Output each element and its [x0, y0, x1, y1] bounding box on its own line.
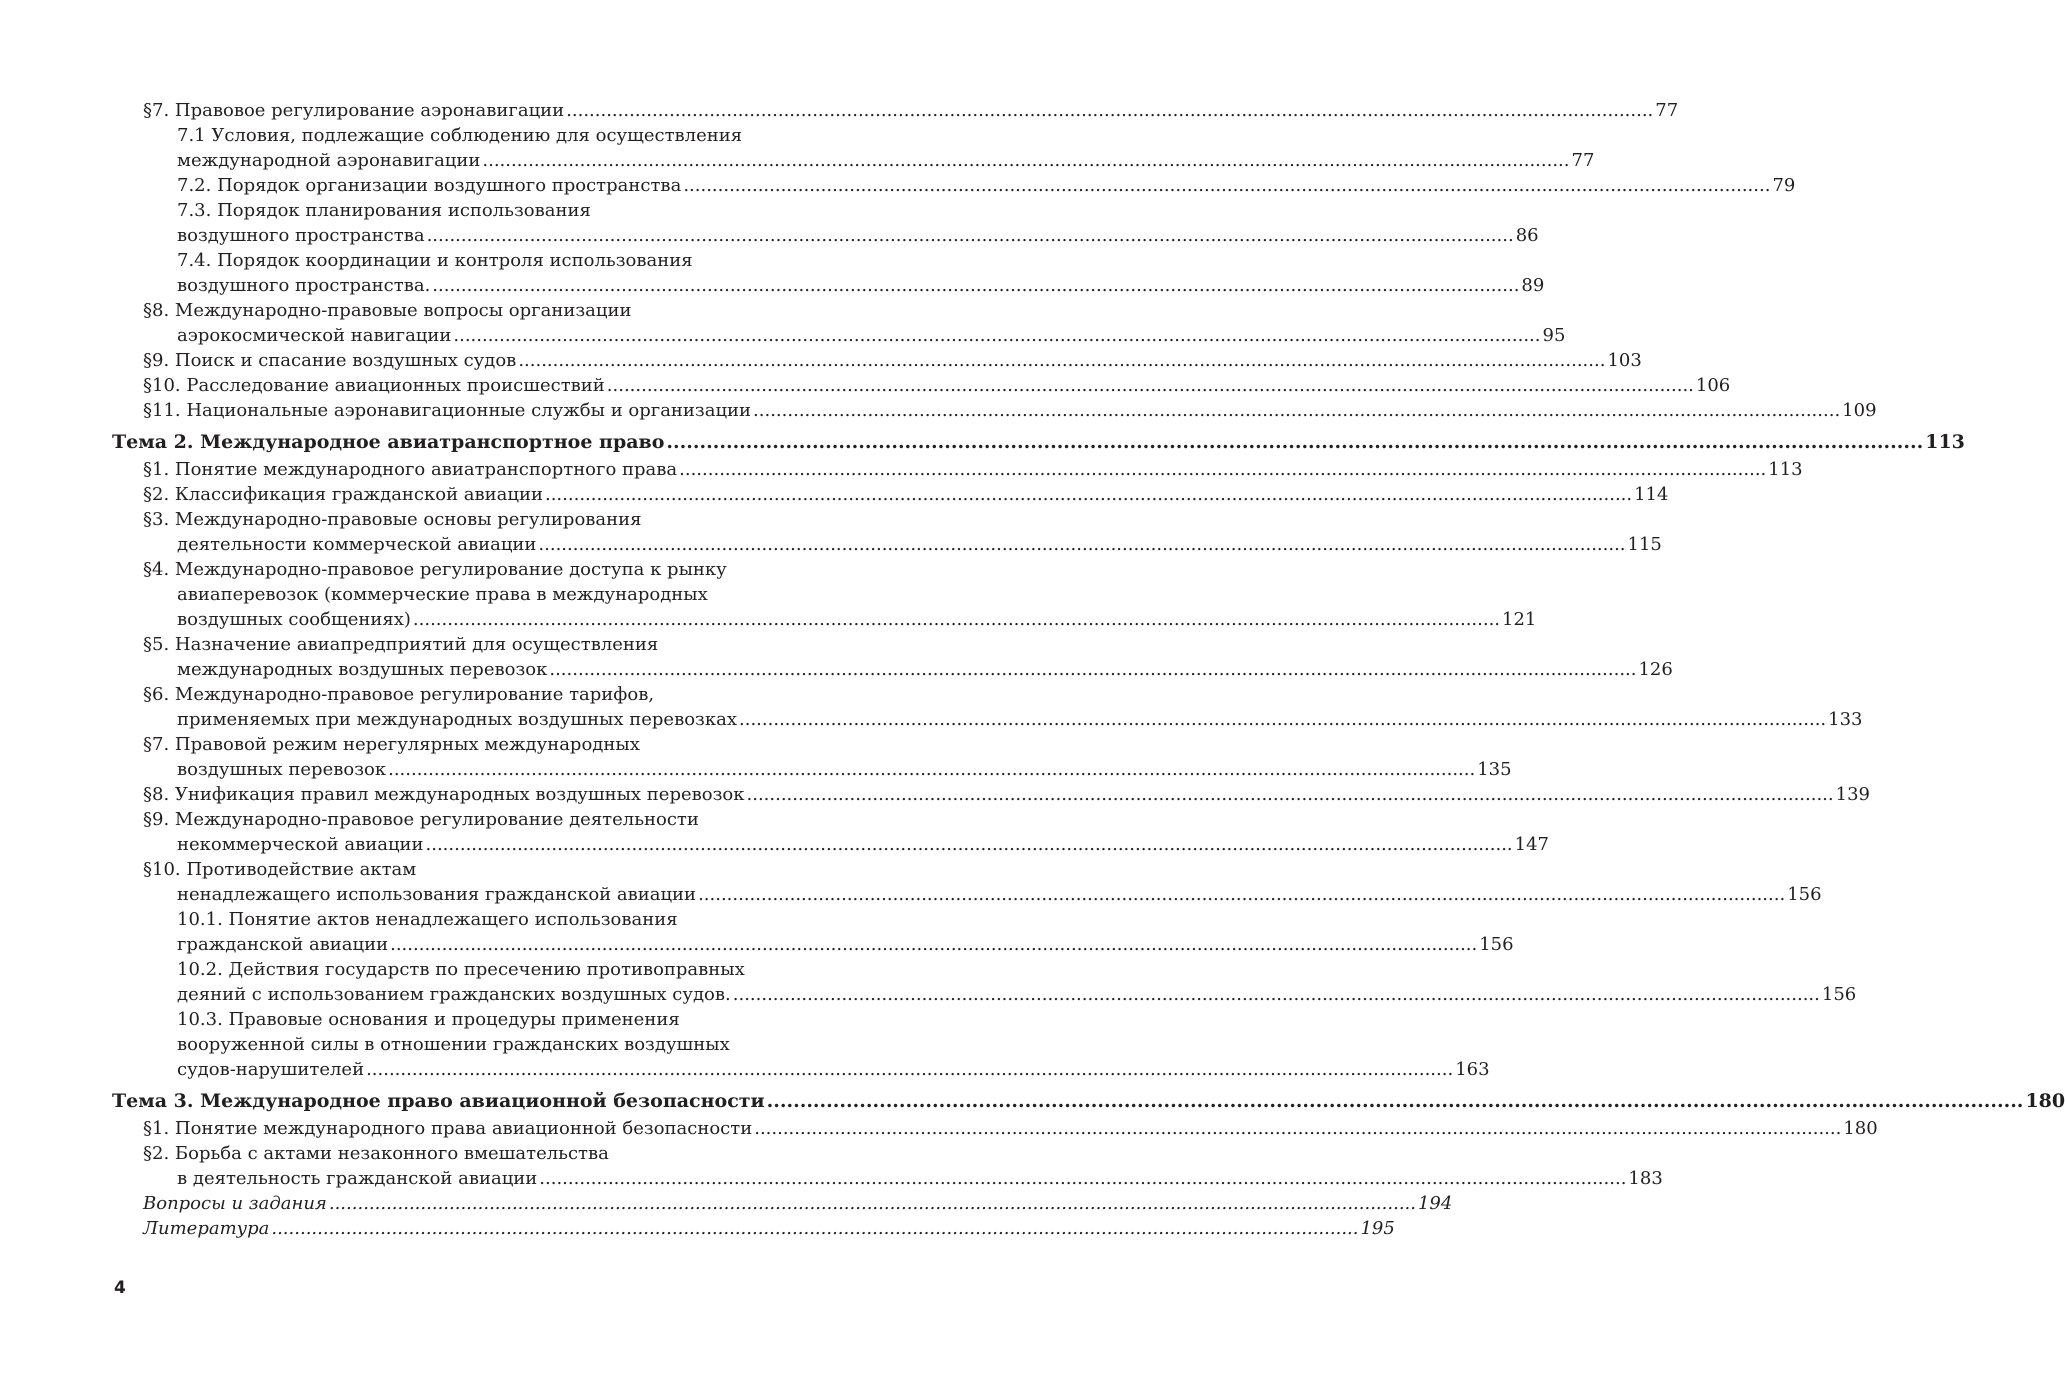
toc-entry-row: [177, 273, 1545, 298]
toc-entry-text: §10. Противодействие актам: [143, 859, 417, 880]
toc-entry: [112, 373, 1731, 398]
toc-page-number: 156: [1479, 934, 1514, 955]
toc-entry: [112, 1216, 1395, 1241]
dot-leader: [329, 1193, 1416, 1214]
toc-page-number: 106: [1695, 375, 1731, 396]
toc-entry-text: ненадлежащего использования гражданской авиации: [177, 884, 697, 905]
dot-leader: [427, 225, 1514, 246]
toc-entry-text: 7.3. Порядок планирования использования: [177, 200, 591, 221]
toc-entry-text: Литература: [143, 1218, 270, 1239]
toc-entry-text: §7. Правовой режим нерегулярных международных: [143, 734, 640, 755]
toc-entry-row: [177, 173, 1796, 198]
toc-page-number: 89: [1521, 275, 1545, 296]
toc-entry-text: §2. Классификация гражданской авиации: [143, 484, 543, 505]
toc-page-number: 109: [1842, 400, 1877, 421]
toc-entry-row: [143, 482, 1669, 507]
toc-page-number: 103: [1607, 350, 1642, 371]
toc-entry-row: [177, 982, 1857, 1007]
toc-page-number: 183: [1628, 1168, 1663, 1189]
toc-entry: [112, 807, 1549, 857]
toc-entry-text: аэрокосмической навигации: [177, 325, 452, 346]
toc-entry-row: [143, 373, 1731, 398]
dot-leader: [426, 834, 1513, 855]
toc-entry-text: §2. Борьба с актами незаконного вмешательства: [143, 1143, 609, 1164]
toc-page-number: 113: [1925, 431, 1965, 453]
dot-leader: [538, 534, 1625, 555]
toc-entry-row: [143, 757, 1512, 782]
toc-entry-text: §8. Унификация правил международных воздушных перевозок: [143, 784, 745, 805]
dot-leader: [754, 1118, 1841, 1139]
toc-entry-row: [143, 348, 1642, 373]
toc-entry-text: деятельности коммерческой авиации: [177, 534, 537, 555]
toc-entry-row: [143, 323, 1566, 348]
dot-leader: [739, 709, 1826, 730]
toc-entry-text: Вопросы и задания: [143, 1193, 327, 1214]
toc-page-number: 139: [1835, 784, 1870, 805]
dot-leader: [453, 325, 1540, 346]
dot-leader: [733, 984, 1820, 1005]
toc-entry-row: [143, 1191, 1453, 1216]
dot-leader: [545, 484, 1632, 505]
toc-page-number: 86: [1515, 225, 1539, 246]
toc-entry: [112, 348, 1642, 373]
toc-entry-text: международной аэронавигации: [177, 150, 481, 171]
toc-entry-row: [177, 1057, 1490, 1082]
toc-entry-text: применяемых при международных воздушных перевозках: [177, 709, 738, 730]
dot-leader: [366, 1059, 1453, 1080]
dot-leader: [666, 431, 1923, 453]
toc-entry-row: [143, 532, 1662, 557]
toc-entry-text: §7. Правовое регулирование аэронавигации: [143, 100, 565, 121]
toc-entry-text: в деятельность гражданской авиации: [177, 1168, 538, 1189]
toc-entry: [112, 1116, 1878, 1141]
toc-entry-row: [143, 457, 1803, 482]
dot-leader: [518, 350, 1605, 371]
toc-entry-text: 10.3. Правовые основания и процедуры применения: [177, 1009, 680, 1030]
toc-topic-heading: [112, 1086, 2065, 1116]
toc-entry-row: [143, 398, 1877, 423]
toc-entry: [112, 732, 1512, 782]
toc-entry-row: [143, 1166, 1663, 1191]
toc-page-number: 113: [1768, 459, 1803, 480]
toc-entry-text: некоммерческой авиации: [177, 834, 424, 855]
toc-entry: [112, 632, 1673, 682]
toc-entry-text: §6. Международно-правовое регулирование тарифов,: [143, 684, 655, 705]
toc-entry-row: [143, 98, 1679, 123]
toc-entry-text: §10. Расследование авиационных происшествий: [143, 375, 605, 396]
toc-entry-row: [177, 223, 1539, 248]
toc-page-number: 126: [1638, 659, 1673, 680]
toc-entry: [112, 173, 1796, 198]
toc-entry-text: 10.2. Действия государств по пресечению противоправных: [177, 959, 745, 980]
toc-page-number: 147: [1514, 834, 1549, 855]
toc-entry: [112, 557, 1537, 632]
toc-page-number: 156: [1787, 884, 1822, 905]
toc-entry-text: деяний с использованием гражданских воздушных судов.: [177, 984, 731, 1005]
toc-entry-text: авиаперевозок (коммерческие права в международных: [177, 584, 708, 605]
dot-leader: [747, 784, 1834, 805]
toc-entry-text: 7.2. Порядок организации воздушного пространства: [177, 175, 682, 196]
toc-entry-text: 7.1 Условия, подлежащие соблюдению для осуществления: [177, 125, 743, 146]
toc-entry: [112, 857, 1822, 907]
toc-entry: [112, 1007, 1490, 1082]
toc-entry-text: воздушных сообщениях): [177, 609, 411, 630]
toc-entry: [112, 398, 1877, 423]
page-number: 4: [114, 1278, 126, 1298]
toc-entry-row: [143, 1216, 1395, 1241]
toc-entry-text: Тема 3. Международное право авиационной безопасности: [112, 1090, 765, 1112]
toc-entry-text: гражданской авиации: [177, 934, 389, 955]
toc-entry: [112, 907, 1514, 957]
toc-page-number: 79: [1772, 175, 1796, 196]
toc-entry-row: [112, 1086, 2065, 1116]
toc-entry-text: 10.1. Понятие актов ненадлежащего использования: [177, 909, 678, 930]
toc-entry-text: §1. Понятие международного права авиационной безопасности: [143, 1118, 753, 1139]
dot-leader: [753, 400, 1840, 421]
toc-entry-row: [177, 932, 1514, 957]
toc-entry-row: [143, 607, 1537, 632]
dot-leader: [413, 609, 1500, 630]
toc-page-number: 115: [1627, 534, 1662, 555]
toc-entry-row: [143, 832, 1549, 857]
toc-page-number: 95: [1542, 325, 1566, 346]
toc-page-number: 77: [1655, 100, 1679, 121]
toc-page-number: 114: [1634, 484, 1669, 505]
toc-entry-row: [177, 148, 1595, 173]
dot-leader: [566, 100, 1653, 121]
toc-entry-text: §8. Международно-правовые вопросы организации: [143, 300, 632, 321]
toc-page-number: 121: [1502, 609, 1537, 630]
toc-entry-row: [143, 1116, 1878, 1141]
toc-entry: [112, 98, 1679, 123]
toc-entry-row: [143, 657, 1673, 682]
toc-entry: [112, 248, 1545, 298]
toc-entry-row: [143, 782, 1870, 807]
dot-leader: [607, 375, 1694, 396]
dot-leader: [539, 1168, 1626, 1189]
toc-entry-text: §9. Поиск и спасание воздушных судов: [143, 350, 517, 371]
toc-entry: [112, 1191, 1453, 1216]
dot-leader: [549, 659, 1636, 680]
toc-entry-text: вооруженной силы в отношении гражданских воздушных: [177, 1034, 730, 1055]
toc-entry-text: §11. Национальные аэронавигационные службы и организации: [143, 400, 752, 421]
toc-entry-row: [143, 882, 1822, 907]
toc-entry: [112, 507, 1662, 557]
toc-entry-row: [112, 427, 1965, 457]
toc-entry-text: 7.4. Порядок координации и контроля использования: [177, 250, 693, 271]
toc-page-number: 135: [1477, 759, 1512, 780]
toc-entry-row: [143, 707, 1863, 732]
toc-topic-heading: [112, 427, 1965, 457]
toc-page-number: 180: [2025, 1090, 2065, 1112]
dot-leader: [683, 175, 1770, 196]
toc-entry-text: §9. Международно-правовое регулирование деятельности: [143, 809, 699, 830]
dot-leader: [432, 275, 1519, 296]
toc-entry-text: воздушных перевозок: [177, 759, 387, 780]
toc-page-number: 180: [1843, 1118, 1878, 1139]
toc-entry: [112, 482, 1669, 507]
toc-entry: [112, 957, 1857, 1007]
toc-entry-text: §4. Международно-правовое регулирование доступа к рынку: [143, 559, 727, 580]
toc-entry: [112, 682, 1863, 732]
table-of-contents: [112, 98, 2065, 1241]
toc-page-number: 77: [1571, 150, 1595, 171]
dot-leader: [482, 150, 1569, 171]
toc-entry-text: судов-нарушителей: [177, 1059, 365, 1080]
dot-leader: [698, 884, 1785, 905]
toc-page-number: 163: [1455, 1059, 1490, 1080]
toc-entry: [112, 1141, 1663, 1191]
dot-leader: [271, 1218, 1358, 1239]
toc-page-number: 156: [1821, 984, 1857, 1005]
toc-entry-text: международных воздушных перевозок: [177, 659, 548, 680]
toc-page-number: 194: [1417, 1193, 1453, 1214]
toc-page-number: 133: [1828, 709, 1863, 730]
toc-entry: [112, 298, 1566, 348]
toc-page-number: 195: [1360, 1218, 1395, 1239]
toc-entry-text: §5. Назначение авиапредприятий для осуществления: [143, 634, 659, 655]
toc-entry-text: §1. Понятие международного авиатранспортного права: [143, 459, 678, 480]
dot-leader: [679, 459, 1766, 480]
dot-leader: [390, 934, 1477, 955]
toc-entry-text: воздушного пространства.: [177, 275, 431, 296]
toc-entry-text: Тема 2. Международное авиатранспортное право: [112, 431, 665, 453]
toc-entry: [112, 198, 1539, 248]
toc-entry-text: §3. Международно-правовые основы регулирования: [143, 509, 642, 530]
toc-entry-text: воздушного пространства: [177, 225, 425, 246]
toc-entry: [112, 457, 1803, 482]
toc-entry: [112, 123, 1595, 173]
toc-entry: [112, 782, 1870, 807]
dot-leader: [767, 1090, 2024, 1112]
dot-leader: [388, 759, 1475, 780]
